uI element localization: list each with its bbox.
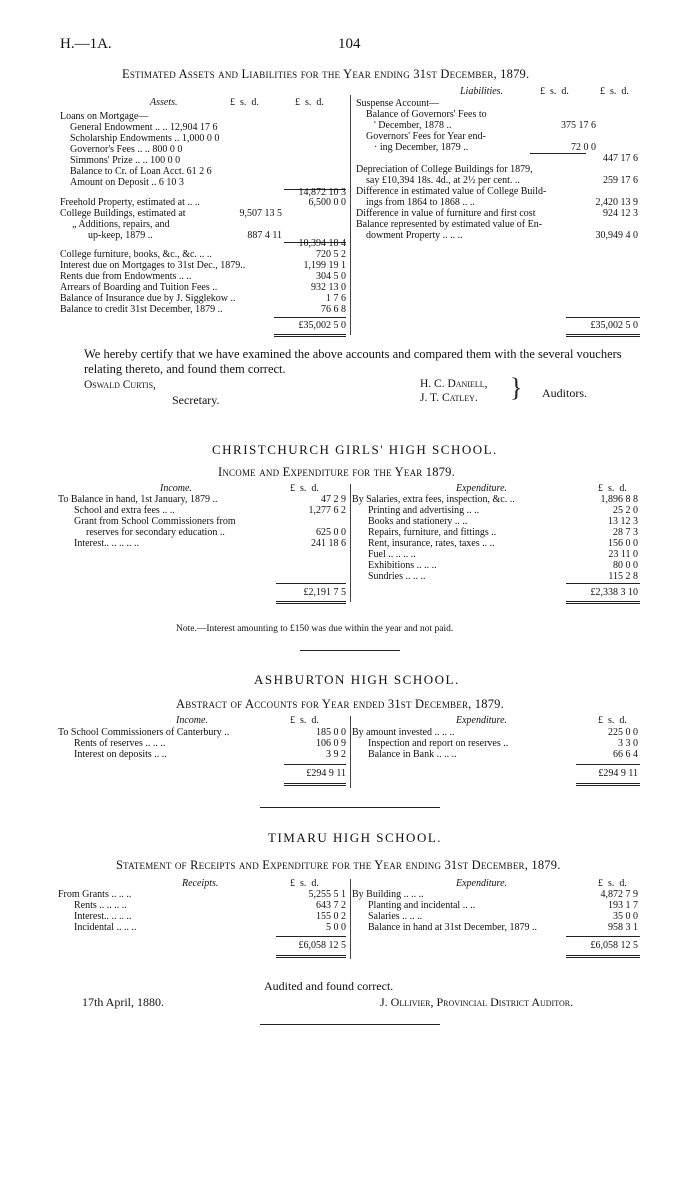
report-code: H.—1A. xyxy=(60,36,112,52)
total-rule xyxy=(566,317,640,318)
total-double-rule xyxy=(566,955,640,958)
asset-row: Arrears of Boarding and Tuition Fees .. xyxy=(60,282,218,293)
income-row: Interest.. .. .. .. .. xyxy=(74,538,139,549)
auditor-2: J. T. Catley. xyxy=(420,392,478,404)
asset-row: Interest due on Mortgages to 31st Dec., 1879.. xyxy=(60,260,246,271)
ash-exp-total: £294 9 11 xyxy=(598,768,638,779)
exp-row: Salaries .. .. .. xyxy=(368,911,423,922)
exp-row: Repairs, furniture, and fittings .. xyxy=(368,527,497,538)
liab-row: Suspense Account— xyxy=(356,98,440,109)
exp-row: By Building .. .. .. xyxy=(352,889,424,900)
income-row: reserves for secondary education .. xyxy=(86,527,225,538)
assets-lsd-2: £ s. d. xyxy=(295,97,324,108)
column-divider xyxy=(350,716,351,788)
total-rule xyxy=(566,583,640,584)
exp-row: By Salaries, extra fees, inspection, &c. .. xyxy=(352,494,515,505)
exp-value: 4,872 7 9 xyxy=(600,889,638,900)
liab-row: · ing December, 1879 .. xyxy=(374,142,469,153)
income-row: Incidental .. .. .. xyxy=(74,922,137,933)
liab-lsd-1: £ s. d. xyxy=(540,86,569,97)
income-value: 1,277 6 2 xyxy=(308,505,346,516)
income-value: 3 9 2 xyxy=(326,749,346,760)
district-auditor: J. Ollivier, Provincial District Auditor. xyxy=(380,995,574,1009)
exp-row: Rent, insurance, rates, taxes .. .. xyxy=(368,538,495,549)
girls-note: Note.—Interest amounting to £150 was due within the year and not paid. xyxy=(176,624,454,634)
income-value: 625 0 0 xyxy=(316,527,346,538)
liabilities-heading: Liabilities. xyxy=(460,86,504,97)
asset-value: 1 7 6 xyxy=(326,293,346,304)
liab-row: Balance of Governors' Fees to xyxy=(366,109,487,120)
liab-value: 259 17 6 xyxy=(603,175,638,186)
exp-row: By amount invested .. .. .. xyxy=(352,727,455,738)
column-divider xyxy=(350,484,351,602)
liab-row: Difference in value of furniture and first cost xyxy=(356,208,536,219)
girls-exp-total: £2,338 3 10 xyxy=(590,587,638,598)
auditors-label: Auditors. xyxy=(542,386,587,400)
total-rule xyxy=(276,583,346,584)
tim-exp-lsd: £ s. d. xyxy=(598,878,627,889)
brace: } xyxy=(510,373,523,402)
liab-row: Governors' Fees for Year end- xyxy=(366,131,486,142)
total-double-rule xyxy=(566,601,640,604)
additions-value: 887 4 11 xyxy=(247,230,282,241)
secretary-title: Secretary. xyxy=(172,393,220,407)
exp-value: 193 1 7 xyxy=(608,900,638,911)
total-rule xyxy=(576,764,640,765)
total-double-rule xyxy=(276,601,346,604)
assets-total: £35,002 5 0 xyxy=(298,320,346,331)
total-rule xyxy=(276,936,346,937)
exp-row: Planting and incidental .. .. xyxy=(368,900,476,911)
liab-row: Balance represented by estimated value of En- xyxy=(356,219,543,230)
exp-value: 958 3 1 xyxy=(608,922,638,933)
exp-value: 225 0 0 xyxy=(608,727,638,738)
assets-heading: Assets. xyxy=(150,97,178,108)
freehold-value: 6,500 0 0 xyxy=(308,197,346,208)
total-rule xyxy=(274,317,346,318)
audit-date: 17th April, 1880. xyxy=(82,995,165,1009)
total-double-rule xyxy=(274,334,346,337)
liab-value: 924 12 3 xyxy=(603,208,638,219)
girls-school-title: CHRISTCHURCH GIRLS' HIGH SCHOOL. xyxy=(212,442,498,457)
asset-row: Scholarship Endowments .. 1,000 0 0 xyxy=(70,133,220,144)
liab-total: £35,002 5 0 xyxy=(590,320,638,331)
liab-value: 375 17 6 xyxy=(561,120,596,131)
exp-row: Inspection and report on reserves .. xyxy=(368,738,509,749)
income-value: 643 7 2 xyxy=(316,900,346,911)
asset-row: Loans on Mortgage— xyxy=(60,111,149,122)
ash-exp-lsd: £ s. d. xyxy=(598,715,627,726)
exp-row: Balance in Bank .. .. .. xyxy=(368,749,457,760)
assets-lsd-1: £ s. d. xyxy=(230,97,259,108)
income-value: 5 0 0 xyxy=(326,922,346,933)
tim-exp-total: £6,058 12 5 xyxy=(590,940,638,951)
exp-value: 23 11 0 xyxy=(608,549,638,560)
exp-row: Balance in hand at 31st December, 1879 .. xyxy=(368,922,537,933)
asset-value: 304 5 0 xyxy=(316,271,346,282)
exp-value: 1,896 8 8 xyxy=(600,494,638,505)
income-value: 155 0 2 xyxy=(316,911,346,922)
total-rule xyxy=(566,936,640,937)
asset-row: Balance of Insurance due by J. Sigglekow .. xyxy=(60,293,236,304)
income-heading: Income. xyxy=(160,483,192,494)
asset-value: 1,199 19 1 xyxy=(303,260,346,271)
girls-income-total: £2,191 7 5 xyxy=(303,587,346,598)
income-value: 106 0 9 xyxy=(316,738,346,749)
freehold-label: Freehold Property, estimated at .. .. xyxy=(60,197,200,208)
exp-value: 115 2 8 xyxy=(608,571,638,582)
asset-row: Balance to credit 31st December, 1879 .. xyxy=(60,304,223,315)
exp-row: Printing and advertising .. .. xyxy=(368,505,480,516)
exp-value: 13 12 3 xyxy=(608,516,638,527)
liab-row: ' December, 1878 .. xyxy=(374,120,452,131)
asset-row: General Endowment .. .. 12,904 17 6 xyxy=(70,122,218,133)
exp-value: 80 0 0 xyxy=(613,560,638,571)
certify-line: We hereby certify that we have examined the above accounts and compared them with the several vouchers relating thereto, and found them correct. xyxy=(84,347,622,376)
section-divider xyxy=(260,807,440,808)
liab-value: 72 0 0 xyxy=(571,142,596,153)
tim-income-lsd: £ s. d. xyxy=(290,878,319,889)
total-double-rule xyxy=(566,334,640,337)
total-double-rule xyxy=(576,783,640,786)
income-value: 47 2 9 xyxy=(321,494,346,505)
exp-row: Exhibitions .. .. .. xyxy=(368,560,437,571)
girls-income-lsd: £ s. d. xyxy=(290,483,319,494)
liab-value: 2,420 13 9 xyxy=(595,197,638,208)
expenditure-heading: Expenditure. xyxy=(456,878,508,889)
asset-subtotal: 14,872 10 3 xyxy=(298,187,346,198)
asset-value: 932 13 0 xyxy=(311,282,346,293)
additions-label: up-keep, 1879 .. xyxy=(88,230,153,241)
liab-row: Depreciation of College Buildings for 1879, xyxy=(356,164,533,175)
column-divider xyxy=(350,95,351,335)
ashburton-subtitle: Abstract of Accounts for Year ended 31st December, 1879. xyxy=(176,697,504,711)
asset-row: Amount on Deposit .. 6 10 3 xyxy=(70,177,184,188)
income-value: 241 18 6 xyxy=(311,538,346,549)
timaru-subtitle: Statement of Receipts and Expenditure for the Year ending 31st December, 1879. xyxy=(116,858,561,872)
certify-text xyxy=(84,347,640,377)
audited-text: Audited and found correct. xyxy=(264,979,394,993)
exp-value: 3 3 0 xyxy=(618,738,638,749)
liab-subtotal: 447 17 6 xyxy=(603,153,638,164)
asset-row: Governor's Fees .. .. 800 0 0 xyxy=(70,144,183,155)
asset-row: College furniture, books, &c., &c. .. .. xyxy=(60,249,212,260)
column-divider xyxy=(350,879,351,959)
income-value: 185 0 0 xyxy=(316,727,346,738)
total-rule xyxy=(284,764,346,765)
liab-lsd-2: £ s. d. xyxy=(600,86,629,97)
section-divider xyxy=(300,650,400,651)
total-double-rule xyxy=(284,783,346,786)
exp-row: Sundries .. .. .. xyxy=(368,571,426,582)
expenditure-heading: Expenditure. xyxy=(456,483,508,494)
liab-row: ings from 1864 to 1868 .. .. xyxy=(366,197,475,208)
asset-subtotal: 10,394 18 4 xyxy=(298,238,346,249)
income-row: Interest on deposits .. .. xyxy=(74,749,167,760)
liab-row: say £10,394 18s. 4d., at 2½ per cent. .. xyxy=(366,175,520,186)
exp-value: 28 7 3 xyxy=(613,527,638,538)
income-row: Interest.. .. .. .. xyxy=(74,911,132,922)
exp-value: 25 2 0 xyxy=(613,505,638,516)
total-double-rule xyxy=(276,955,346,958)
subtotal-rule xyxy=(530,153,586,154)
timaru-title: TIMARU HIGH SCHOOL. xyxy=(268,830,443,845)
income-value: 5,255 5 1 xyxy=(308,889,346,900)
income-row: To Balance in hand, 1st January, 1879 .. xyxy=(58,494,218,505)
exp-value: 156 0 0 xyxy=(608,538,638,549)
auditor-1: H. C. Daniell, xyxy=(420,378,488,390)
income-heading: Income. xyxy=(176,715,208,726)
income-row: To School Commissioners of Canterbury .. xyxy=(58,727,230,738)
income-row: Rents .. .. .. .. xyxy=(74,900,127,911)
tim-income-total: £6,058 12 5 xyxy=(298,940,346,951)
asset-row: Simmons' Prize .. .. 100 0 0 xyxy=(70,155,181,166)
liab-row: Difference in estimated value of College Build- xyxy=(356,186,547,197)
additions-label: „ Additions, repairs, and xyxy=(72,219,170,230)
ashburton-title: ASHBURTON HIGH SCHOOL. xyxy=(254,672,460,687)
income-row: From Grants .. .. .. xyxy=(58,889,132,900)
college-bldg-value: 9,507 13 5 xyxy=(239,208,282,219)
end-divider xyxy=(260,1024,440,1025)
estimated-title: Estimated Assets and Liabilities for the Year ending 31st December, 1879. xyxy=(122,67,530,81)
income-row: Grant from School Commissioners from xyxy=(74,516,236,527)
exp-value: 35 0 0 xyxy=(613,911,638,922)
asset-row: Balance to Cr. of Loan Acct. 61 2 6 xyxy=(70,166,212,177)
asset-row: Rents due from Endowments .. .. xyxy=(60,271,192,282)
asset-value: 720 5 2 xyxy=(316,249,346,260)
income-row: School and extra fees .. .. xyxy=(74,505,175,516)
girls-subtitle: Income and Expenditure for the Year 1879. xyxy=(218,465,455,479)
asset-value: 76 6 8 xyxy=(321,304,346,315)
liab-value: 30,949 4 0 xyxy=(595,230,638,241)
exp-value: 66 6 4 xyxy=(613,749,638,760)
income-heading: Receipts. xyxy=(182,878,219,889)
exp-row: Books and stationery .. .. xyxy=(368,516,468,527)
secretary-name: Oswald Curtis, xyxy=(84,379,156,391)
girls-exp-lsd: £ s. d. xyxy=(598,483,627,494)
income-row: Rents of reserves .. .. .. xyxy=(74,738,166,749)
ash-income-lsd: £ s. d. xyxy=(290,715,319,726)
liab-row: dowment Property .. .. .. xyxy=(366,230,463,241)
exp-row: Fuel .. .. .. .. xyxy=(368,549,416,560)
expenditure-heading: Expenditure. xyxy=(456,715,508,726)
college-bldg-label: College Buildings, estimated at xyxy=(60,208,186,219)
ash-income-total: £294 9 11 xyxy=(306,768,346,779)
page-number: 104 xyxy=(338,36,361,52)
